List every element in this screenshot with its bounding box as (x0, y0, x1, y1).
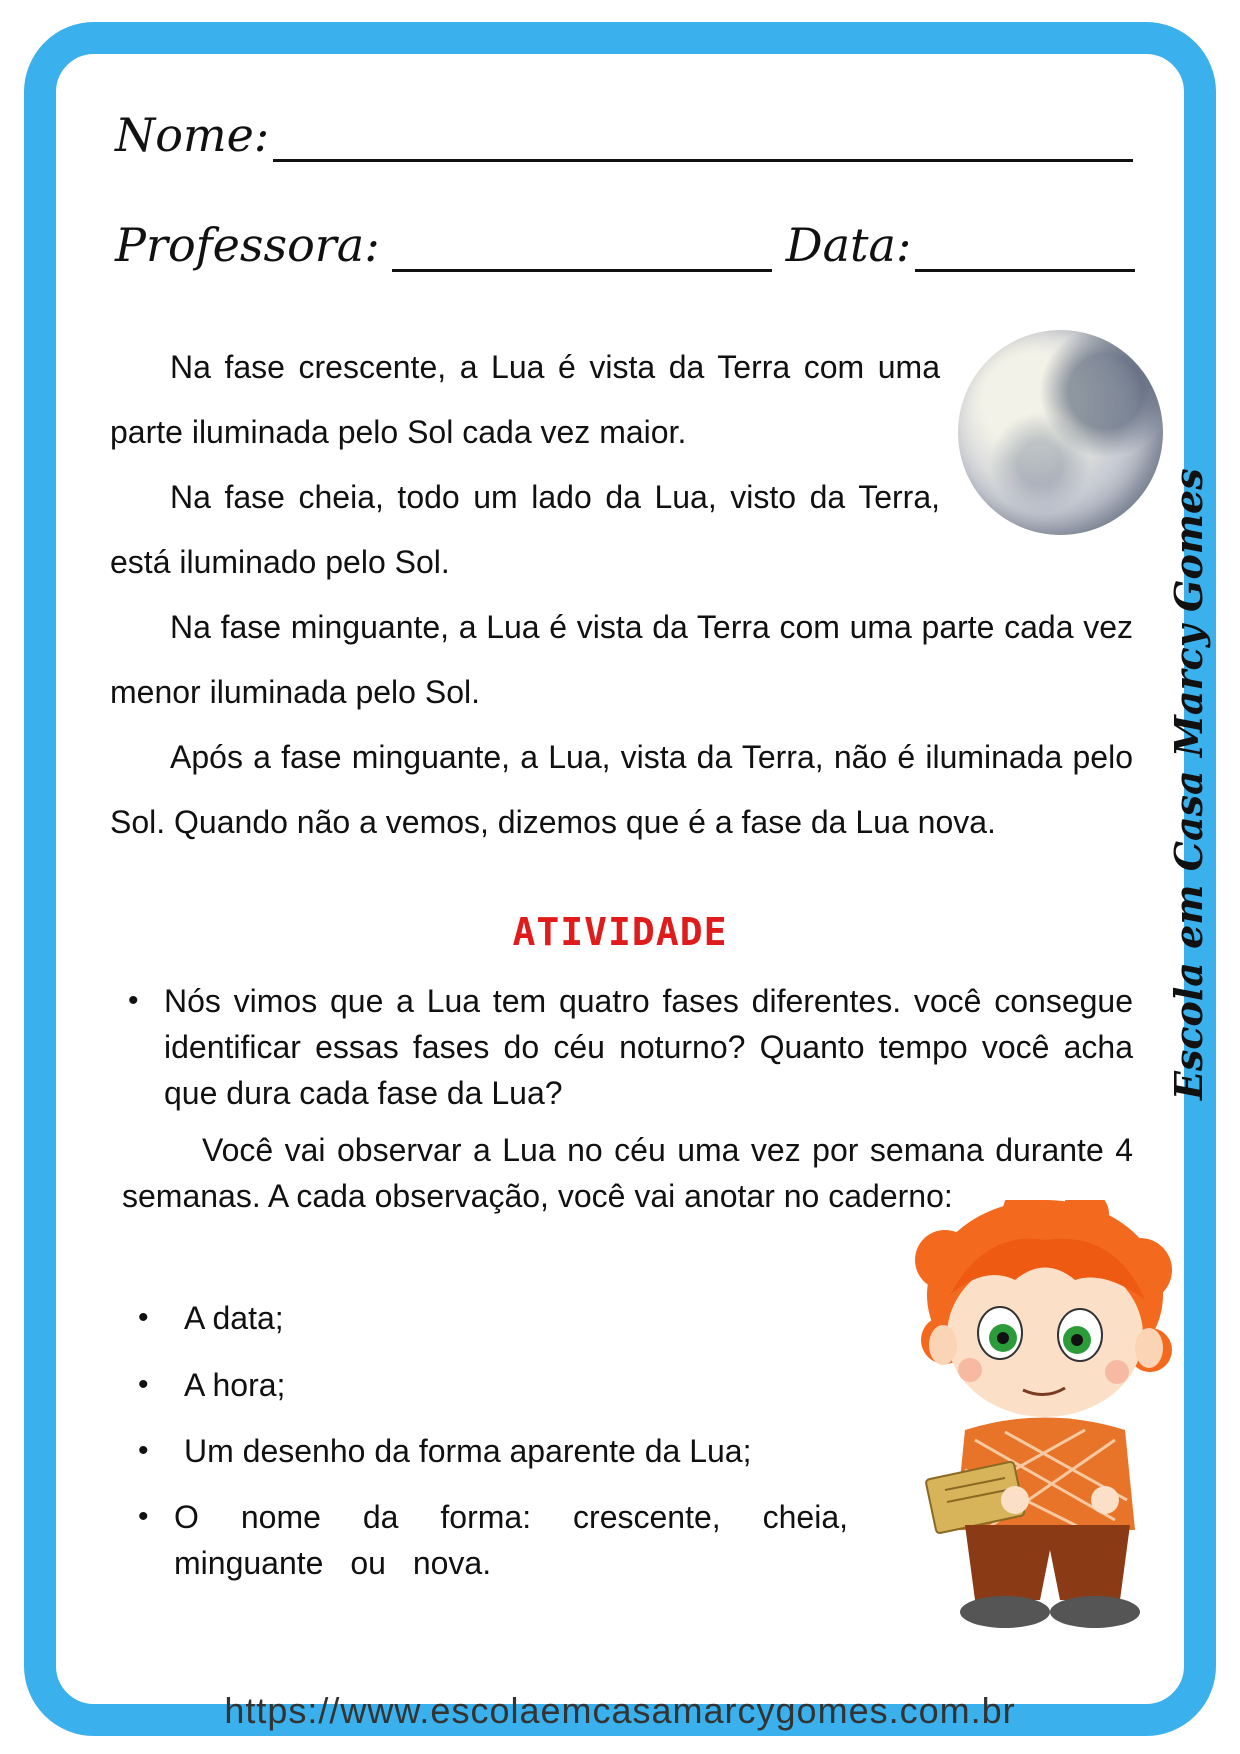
paragraph-minguante: Na fase minguante, a Lua é vista da Terra com uma parte cada vez menor iluminada pelo Sol. (110, 609, 1133, 710)
name-blank-line[interactable] (273, 121, 1133, 162)
date-label: Data: (785, 218, 912, 272)
question-text: Nós vimos que a Lua tem quatro fases diferentes. você consegue identificar essas fases do céu noturno? Quanto tempo você acha que dura cada fase da Lua? (164, 983, 1133, 1111)
name-label: Nome: (115, 108, 270, 162)
boy-illustration (905, 1200, 1175, 1630)
list-item: • Um desenho da forma aparente da Lua; (138, 1428, 751, 1474)
activity-question (128, 978, 1133, 1116)
paragraph-crescente: Na fase crescente, a Lua é vista da Terra com uma parte iluminada pelo Sol cada vez maior. (110, 349, 940, 450)
list-item: • A hora; (138, 1362, 285, 1408)
activity-instruction: Você vai observar a Lua no céu uma vez por semana durante 4 semanas. A cada observação, você vai anotar no caderno: (122, 1132, 1133, 1214)
list-item: • A data; (138, 1295, 284, 1341)
teacher-blank-line[interactable] (392, 231, 772, 272)
teacher-date-fields (115, 218, 1135, 272)
bullet-icon: • (138, 1434, 149, 1467)
moon-image (958, 330, 1163, 535)
bullet-icon: • (128, 984, 139, 1017)
bullet-icon: • (138, 1500, 149, 1533)
paragraph-cheia: Na fase cheia, todo um lado da Lua, visto da Terra, está iluminado pelo Sol. (110, 479, 940, 580)
paragraph-nova: Após a fase minguante, a Lua, vista da Terra, não é iluminada pelo Sol. Quando não a vemos, dizemos que é a fase da Lua nova. (110, 739, 1133, 840)
teacher-label: Professora: (115, 218, 380, 272)
side-label: Escola em Casa Marcy Gomes (1166, 468, 1211, 1100)
list-item: • O nome da forma: crescente, cheia, minguante ou nova. (138, 1494, 848, 1586)
date-blank-line[interactable] (915, 231, 1135, 272)
name-field (115, 108, 1133, 162)
bullet-icon: • (138, 1301, 149, 1334)
footer-url-link[interactable]: https://www.escolaemcasamarcygomes.com.br (224, 1690, 1016, 1731)
activity-title: ATIVIDADE (512, 910, 728, 954)
bullet-icon: • (138, 1368, 149, 1401)
